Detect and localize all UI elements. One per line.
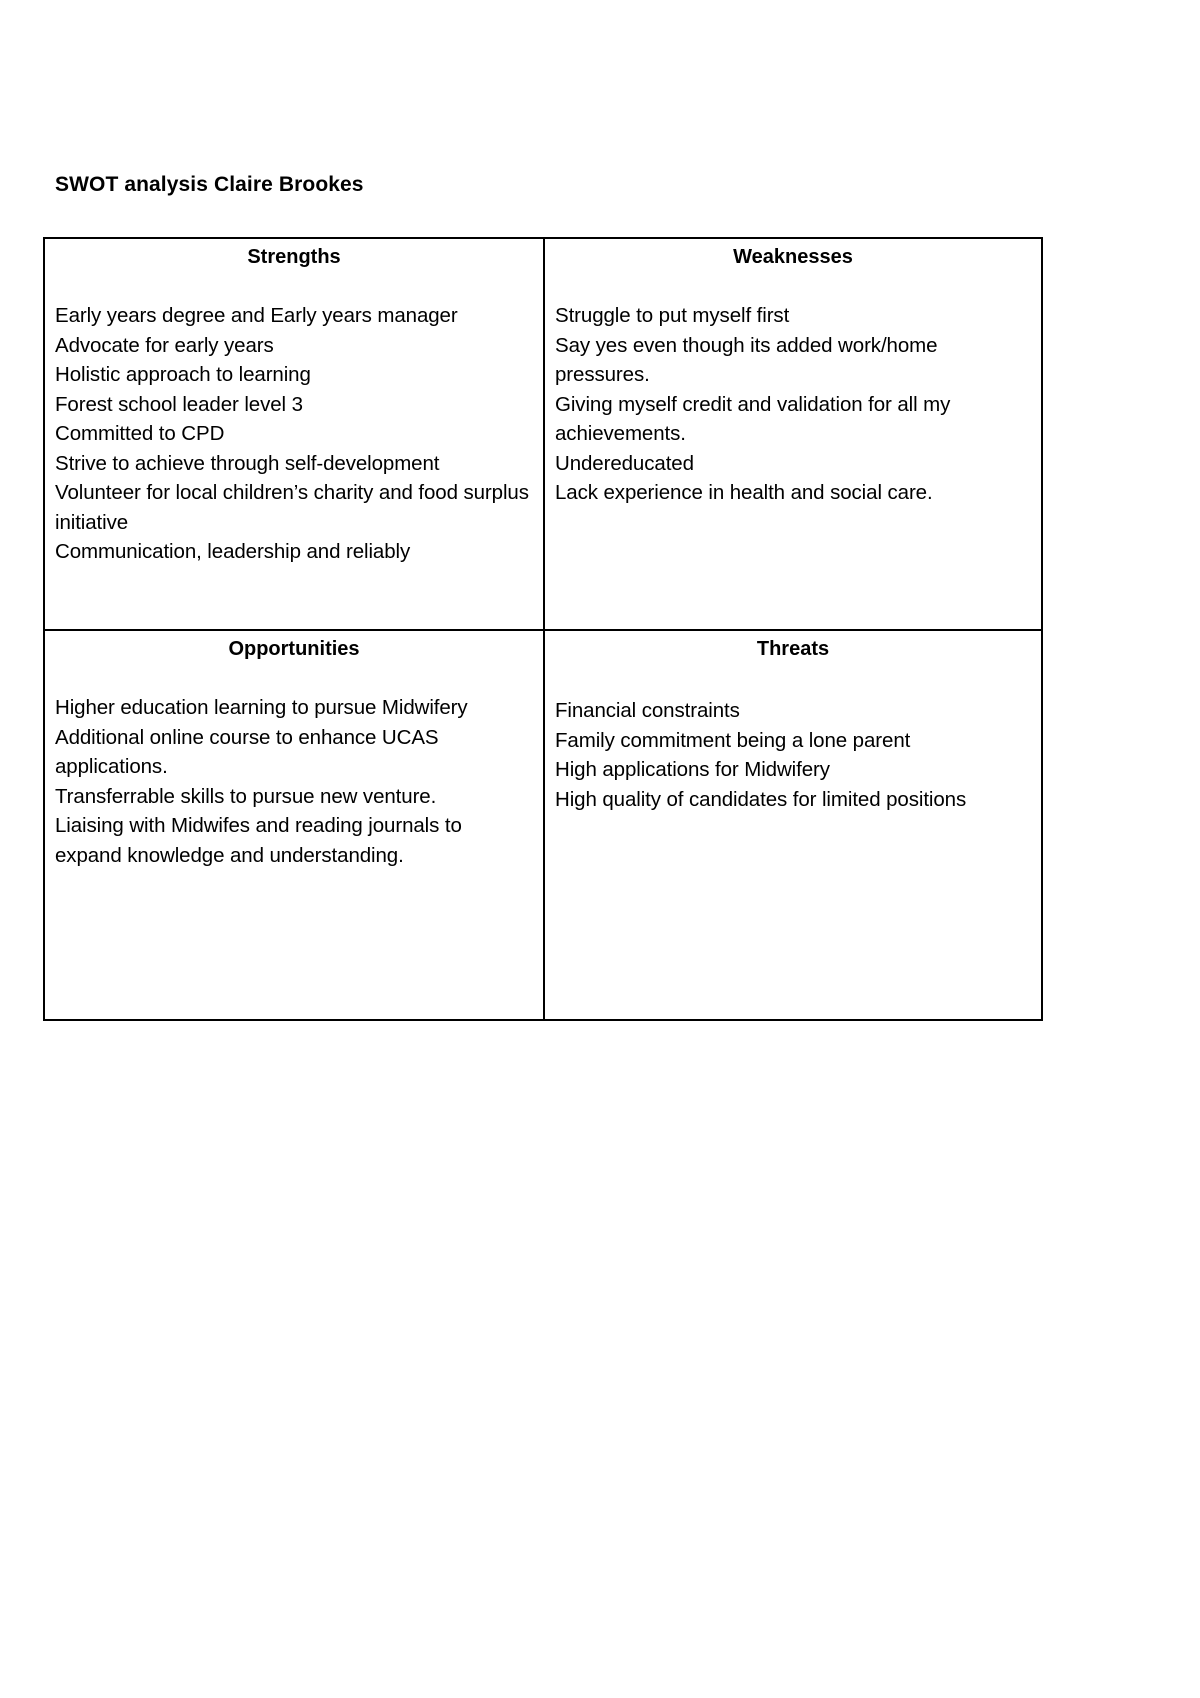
weaknesses-heading: Weaknesses — [733, 246, 853, 268]
strengths-list — [55, 301, 533, 567]
strengths-item: Volunteer for local children’s charity and food surplus initiative — [55, 481, 529, 534]
swot-table — [43, 237, 1043, 1021]
opportunities-heading: Opportunities — [228, 638, 360, 660]
threats-quadrant — [543, 629, 1041, 1019]
weaknesses-item: Say yes even though its added work/home pressures. — [555, 333, 938, 386]
opportunities-item: Liaising with Midwifes and reading journals to expand knowledge and understanding. — [55, 814, 462, 867]
opportunities-item: Higher education learning to pursue Midwifery — [55, 696, 468, 719]
opportunities-item: Transferrable skills to pursue new venture. — [55, 784, 437, 808]
opportunities-item: Additional online course to enhance UCAS applications. — [55, 725, 439, 778]
weaknesses-item: Struggle to put myself first — [555, 304, 790, 327]
strengths-item: Holistic approach to learning — [55, 363, 311, 386]
opportunities-quadrant — [45, 629, 543, 1019]
threats-heading: Threats — [756, 638, 830, 660]
threats-item: Financial constraints — [555, 699, 740, 722]
weaknesses-item: Giving myself credit and validation for all my achievements. — [555, 392, 951, 445]
weaknesses-item: Undereducated — [555, 451, 694, 475]
strengths-quadrant — [45, 239, 543, 629]
threats-item: High quality of candidates for limited positions — [555, 787, 967, 811]
strengths-item: Strive to achieve through self-development — [55, 451, 440, 475]
weaknesses-list — [555, 301, 1031, 508]
strengths-heading: Strengths — [247, 246, 341, 268]
threats-list — [555, 696, 1031, 814]
strengths-item: Early years degree and Early years manager — [55, 304, 458, 327]
strengths-item: Communication, leadership and reliably — [55, 540, 411, 563]
threats-item: High applications for Midwifery — [555, 758, 830, 781]
page-title: SWOT analysis Claire Brookes — [55, 173, 364, 196]
strengths-item: Forest school leader level 3 — [55, 392, 303, 416]
weaknesses-quadrant — [543, 239, 1041, 629]
strengths-item: Committed to CPD — [55, 422, 225, 445]
weaknesses-item: Lack experience in health and social care. — [555, 481, 933, 504]
opportunities-list — [55, 693, 533, 870]
threats-item: Family commitment being a lone parent — [555, 728, 911, 752]
strengths-item: Advocate for early years — [55, 333, 274, 357]
